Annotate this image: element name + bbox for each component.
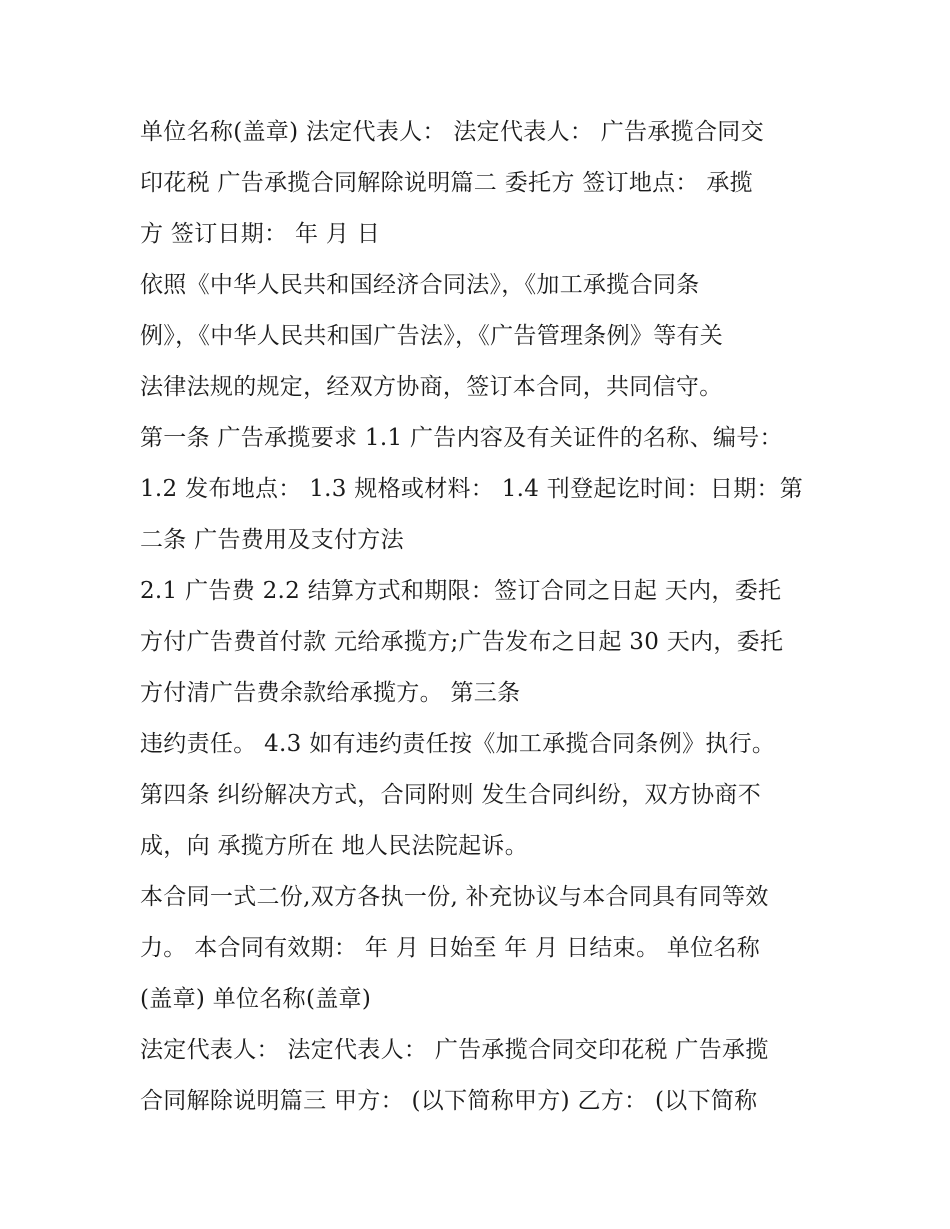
text-line: 本合同一式二份,双方各执一份, 补充协议与本合同具有同等效: [140, 884, 769, 910]
text-line: 成，向 承揽方所在 地人民法院起诉。: [140, 833, 529, 859]
text-line: 方付清广告费余款给承揽方。 第三条: [140, 680, 521, 706]
text-line: 2.1 广告费 2.2 结算方式和期限：签订合同之日起 天内，委托: [140, 578, 782, 604]
text-line: 例》，《中华人民共和国广告法》，《广告管理条例》等有关: [140, 323, 724, 349]
text-line: 第四条 纠纷解决方式，合同附则 发生合同纠纷，双方协商不: [140, 782, 762, 808]
text-line: 法律法规的规定，经双方协商，签订本合同，共同信守。: [140, 374, 723, 400]
text-line: 力。 本合同有效期： 年 月 日始至 年 月 日结束。 单位名称: [140, 935, 761, 961]
text-line: 方付广告费首付款 元给承揽方;广告发布之日起 30 天内，委托: [140, 629, 784, 655]
document-body: [140, 107, 820, 1127]
text-line: 二条 广告费用及支付方法: [140, 527, 404, 553]
text-line: 违约责任。 4.3 如有违约责任按《加工承揽合同条例》执行。: [140, 731, 776, 757]
text-line: 合同解除说明篇三 甲方： (以下简称甲方) 乙方： (以下简称: [140, 1088, 758, 1114]
text-line: 第一条 广告承揽要求 1.1 广告内容及有关证件的名称、编号：: [140, 425, 783, 451]
text-line: 单位名称(盖章) 法定代表人： 法定代表人： 广告承揽合同交: [140, 119, 764, 145]
text-line: 法定代表人： 法定代表人： 广告承揽合同交印花税 广告承揽: [140, 1037, 769, 1063]
text-line: (盖章) 单位名称(盖章): [140, 986, 372, 1012]
text-line: 印花税 广告承揽合同解除说明篇二 委托方 签订地点： 承揽: [140, 170, 753, 196]
text-line: 1.2 发布地点： 1.3 规格或材料： 1.4 刊登起讫时间：日期：第: [140, 476, 804, 502]
text-line: 方 签订日期： 年 月 日: [140, 221, 381, 247]
text-line: 依照《中华人民共和国经济合同法》，《加工承揽合同条: [140, 272, 700, 298]
